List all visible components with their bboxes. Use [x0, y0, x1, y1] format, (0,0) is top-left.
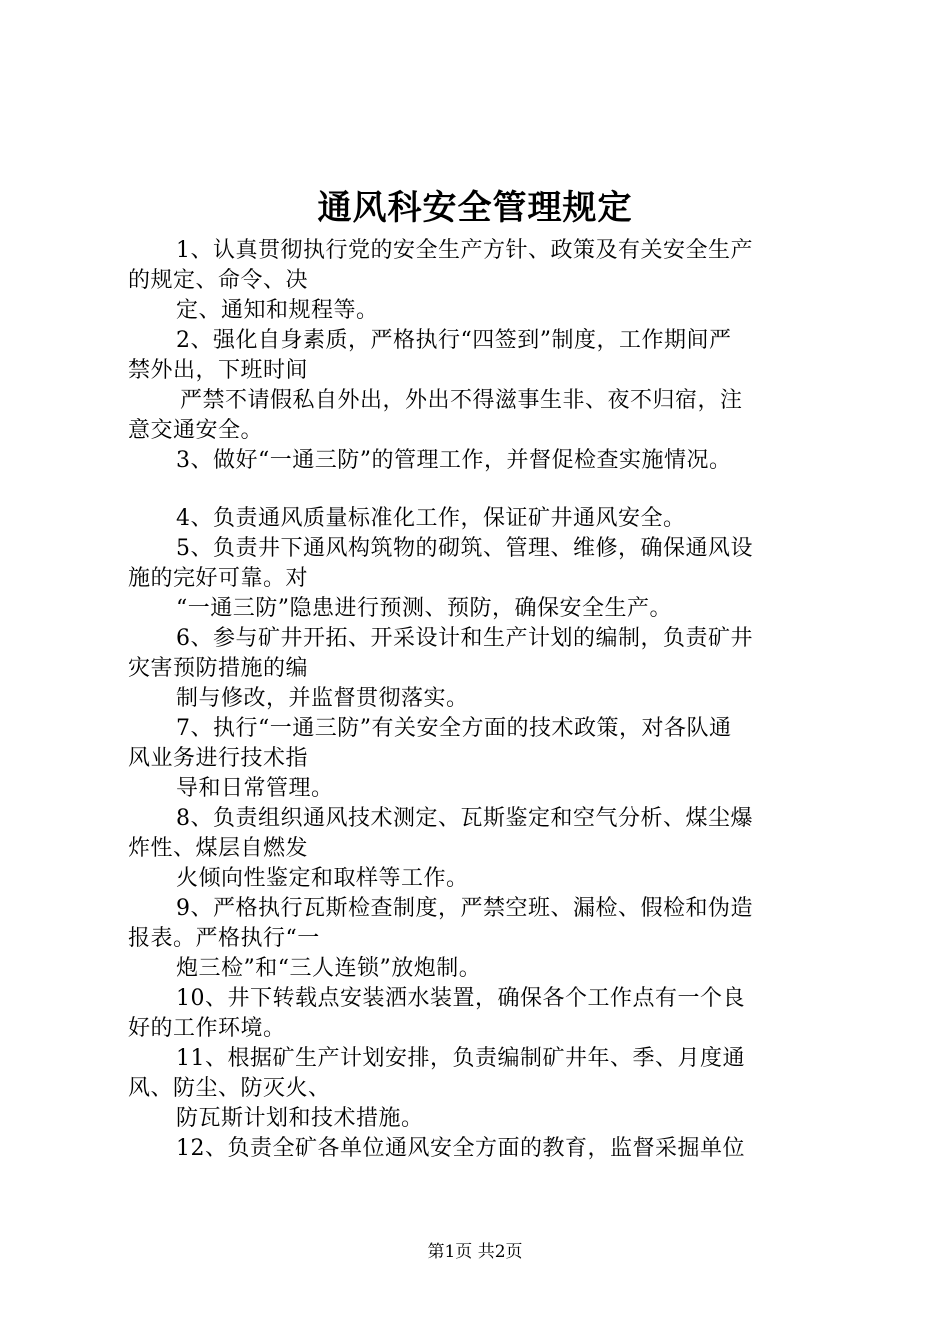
document-title: 通风科安全管理规定 — [317, 188, 633, 228]
text-line: 1、认真贯彻执行党的安全生产方针、政策及有关安全生产 — [176, 238, 753, 263]
text-line: “一通三防”隐患进行预测、预防，确保安全生产。 — [176, 596, 672, 621]
text-line: 风业务进行技术指 — [128, 746, 309, 771]
text-line: 4、负责通风质量标准化工作，保证矿井通风安全。 — [176, 506, 686, 531]
text-line: 严禁不请假私自外出，外出不得滋事生非、夜不归宿，注 — [180, 388, 743, 413]
text-line: 8、负责组织通风技术测定、瓦斯鉴定和空气分析、煤尘爆 — [176, 806, 753, 831]
text-line: 禁外出，下班时间 — [128, 358, 309, 383]
text-line: 意交通安全。 — [128, 418, 264, 443]
text-line: 2、强化自身素质，严格执行“四签到”制度，工作期间严 — [176, 328, 732, 353]
text-line: 施的完好可靠。对 — [128, 566, 309, 591]
text-line: 风、防尘、防灭火、 — [128, 1076, 331, 1101]
text-line: 炸性、煤层自燃发 — [128, 836, 309, 861]
text-line: 5、负责井下通风构筑物的砌筑、管理、维修，确保通风设 — [176, 536, 753, 561]
text-line: 导和日常管理。 — [176, 776, 334, 801]
paragraph-gap — [128, 476, 832, 504]
text-line: 的规定、命令、决 — [128, 268, 309, 293]
text-line: 防瓦斯计划和技术措施。 — [176, 1106, 424, 1131]
text-line: 好的工作环境。 — [128, 1016, 286, 1041]
text-line: 3、做好“一通三防”的管理工作，并督促检查实施情况。 — [176, 448, 732, 473]
text-line: 制与修改，并监督贯彻落实。 — [176, 686, 469, 711]
document-body — [128, 236, 832, 1164]
text-line: 灾害预防措施的编 — [128, 656, 309, 681]
text-line: 报表。严格执行“一 — [128, 926, 320, 951]
text-line: 11、根据矿生产计划安排，负责编制矿井年、季、月度通 — [176, 1046, 745, 1071]
text-line: 7、执行“一通三防”有关安全方面的技术政策，对各队通 — [176, 716, 732, 741]
text-line: 6、参与矿井开拓、开采设计和生产计划的编制，负责矿井 — [176, 626, 753, 651]
text-line: 定、通知和规程等。 — [176, 298, 379, 323]
text-line: 炮三检”和“三人连锁”放炮制。 — [176, 956, 482, 981]
page-footer: 第1页 共2页 — [427, 1242, 523, 1262]
text-line: 12、负责全矿各单位通风安全方面的教育，监督采掘单位 — [176, 1136, 745, 1161]
text-line: 火倾向性鉴定和取样等工作。 — [176, 866, 469, 891]
text-line: 9、严格执行瓦斯检查制度，严禁空班、漏检、假检和伪造 — [176, 896, 753, 921]
text-line: 10、井下转载点安装洒水装置，确保各个工作点有一个良 — [176, 986, 745, 1011]
